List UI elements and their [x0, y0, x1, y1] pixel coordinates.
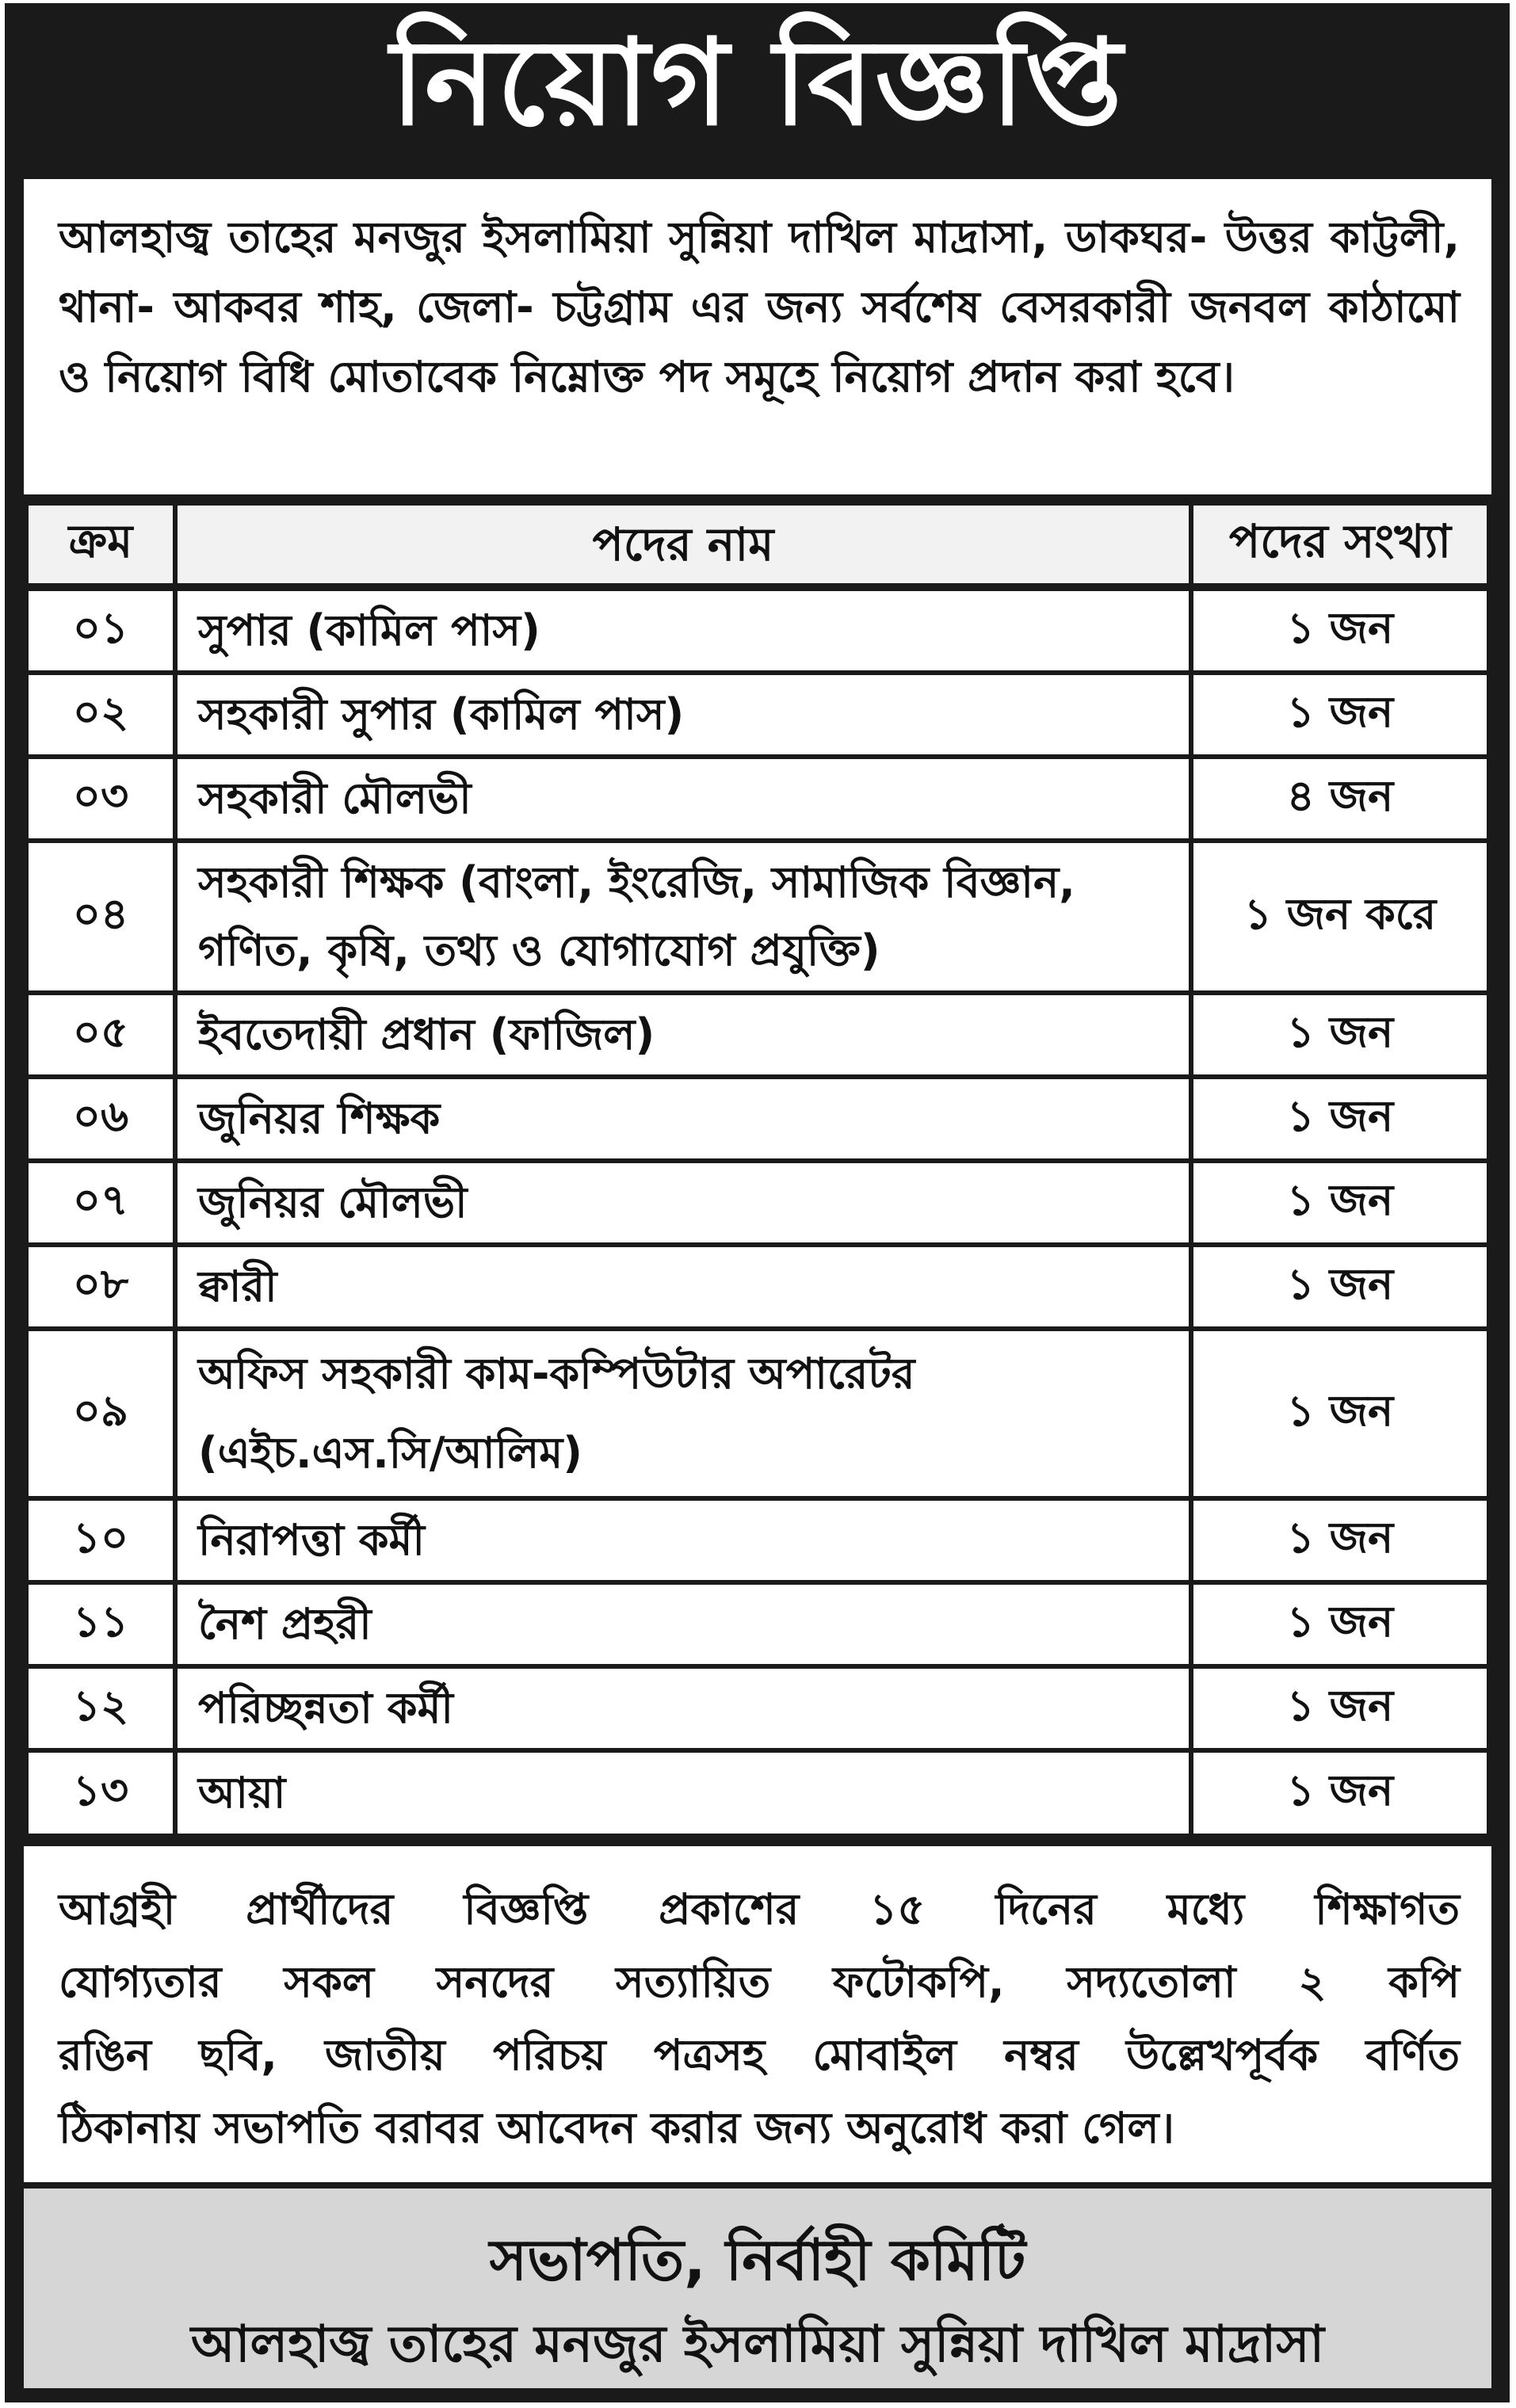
row-post-name: সহকারী সুপার (কামিল পাস) — [178, 675, 1189, 754]
row-post-count: ১ জন — [1193, 1079, 1487, 1158]
notice-title: নিয়োগ বিজ্ঞপ্তি — [390, 14, 1125, 152]
notice-frame — [5, 3, 1510, 2402]
row-serial: ১২ — [29, 1669, 173, 1748]
table-row — [24, 995, 1491, 1074]
table-row — [24, 1247, 1491, 1326]
table-row — [24, 1163, 1491, 1242]
row-serial: ১০ — [29, 1501, 173, 1580]
row-post-count: ১ জন — [1193, 591, 1487, 670]
row-serial: ০২ — [29, 675, 173, 754]
row-post-name: ইবতেদায়ী প্রধান (ফাজিল) — [178, 995, 1189, 1074]
instructions-line: আগ্রহী প্রার্থীদের বিজ্ঞপ্তি প্রকাশের ১৫ দিনের মধ্যে শিক্ষাগত — [59, 1884, 1460, 1934]
table-row — [24, 843, 1491, 990]
row-post-name: সহকারী শিক্ষক (বাংলা, ইংরেজি, সামাজিক বিজ্ঞান, গণিত, কৃষি, তথ্য ও যোগাযোগ প্রযুক্তি) — [178, 843, 1189, 990]
row-post-name: পরিচ্ছন্নতা কর্মী — [178, 1669, 1189, 1748]
row-post-count: ১ জন — [1193, 1247, 1487, 1326]
instructions-line: যোগ্যতার সকল সনদের সত্যায়িত ফটোকপি, সদ্যতোলা ২ কপি — [59, 1957, 1460, 2007]
posts-table — [24, 501, 1491, 1838]
row-post-count: ১ জন — [1193, 1331, 1487, 1496]
row-post-count: ১ জন — [1193, 1669, 1487, 1748]
instructions-line: ঠিকানায় সভাপতি বরাবর আবেদন করার জন্য অনুরোধ করা গেল। — [59, 2103, 1174, 2153]
instructions-line: রঙিন ছবি, জাতীয় পরিচয় পত্রসহ মোবাইল নম্বর উল্লেখপূর্বক বর্ণিত — [59, 2030, 1460, 2080]
row-post-count: ১ জন করে — [1193, 843, 1487, 990]
signatory-title: সভাপতি, নির্বাহী কমিটি — [489, 2227, 1026, 2293]
row-post-name: ক্বারী — [178, 1247, 1189, 1326]
header-serial: ক্রম — [29, 506, 173, 583]
row-post-count: ১ জন — [1193, 995, 1487, 1074]
intro-paragraph: আলহাজ্ব তাহের মনজুর ইসলামিয়া সুন্নিয়া দাখিল মাদ্রাসা, ডাকঘর- উত্তর কাট্টলী, থানা- আকবর শাহ, জেলা- চট্টগ্রাম এর জন্য সর্বশেষ বেসরকারী জনবল কাঠামো ও নিয়োগ বিধি মোতাবেক নিম্নোক্ত পদ সমূহে নিয়োগ প্রদান করা হবে। — [24, 179, 1491, 494]
row-serial: ০৫ — [29, 995, 173, 1074]
table-row — [24, 591, 1491, 670]
table-header-row — [24, 506, 1491, 583]
row-post-name: জুনিয়র মৌলভী — [178, 1163, 1189, 1242]
table-row — [24, 759, 1491, 838]
row-serial: ০৪ — [29, 843, 173, 990]
table-row — [24, 1753, 1491, 1834]
table-row — [24, 1079, 1491, 1158]
institution-name: আলহাজ্ব তাহের মনজুর ইসলামিয়া সুন্নিয়া দাখিল মাদ্রাসা — [190, 2315, 1325, 2374]
row-serial: ০৬ — [29, 1079, 173, 1158]
table-row — [24, 675, 1491, 754]
row-serial: ০৭ — [29, 1163, 173, 1242]
row-serial: ১৩ — [29, 1753, 173, 1834]
row-post-name: সুপার (কামিল পাস) — [178, 591, 1189, 670]
header-post-name: পদের নাম — [178, 506, 1189, 583]
application-instructions — [24, 1846, 1491, 2182]
row-post-name: জুনিয়র শিক্ষক — [178, 1079, 1189, 1158]
row-serial: ০৩ — [29, 759, 173, 838]
row-serial: ১১ — [29, 1585, 173, 1664]
signature-block — [24, 2189, 1491, 2388]
row-serial: ০৮ — [29, 1247, 173, 1326]
row-post-count: ১ জন — [1193, 675, 1487, 754]
row-post-count: ১ জন — [1193, 1753, 1487, 1834]
row-post-name: অফিস সহকারী কাম-কম্পিউটার অপারেটর (এইচ.এস.সি/আলিম) — [178, 1331, 1189, 1496]
table-row — [24, 1331, 1491, 1496]
row-post-name: নিরাপত্তা কর্মী — [178, 1501, 1189, 1580]
row-serial: ০৯ — [29, 1331, 173, 1496]
row-serial: ০১ — [29, 591, 173, 670]
row-post-name: আয়া — [178, 1753, 1189, 1834]
header-post-count: পদের সংখ্যা — [1193, 506, 1487, 583]
row-post-name: সহকারী মৌলভী — [178, 759, 1189, 838]
row-post-count: ৪ জন — [1193, 759, 1487, 838]
row-post-name: নৈশ প্রহরী — [178, 1585, 1189, 1664]
table-row — [24, 1501, 1491, 1580]
row-post-count: ১ জন — [1193, 1163, 1487, 1242]
row-post-count: ১ জন — [1193, 1585, 1487, 1664]
table-row — [24, 1585, 1491, 1664]
row-post-count: ১ জন — [1193, 1501, 1487, 1580]
table-row — [24, 1669, 1491, 1748]
